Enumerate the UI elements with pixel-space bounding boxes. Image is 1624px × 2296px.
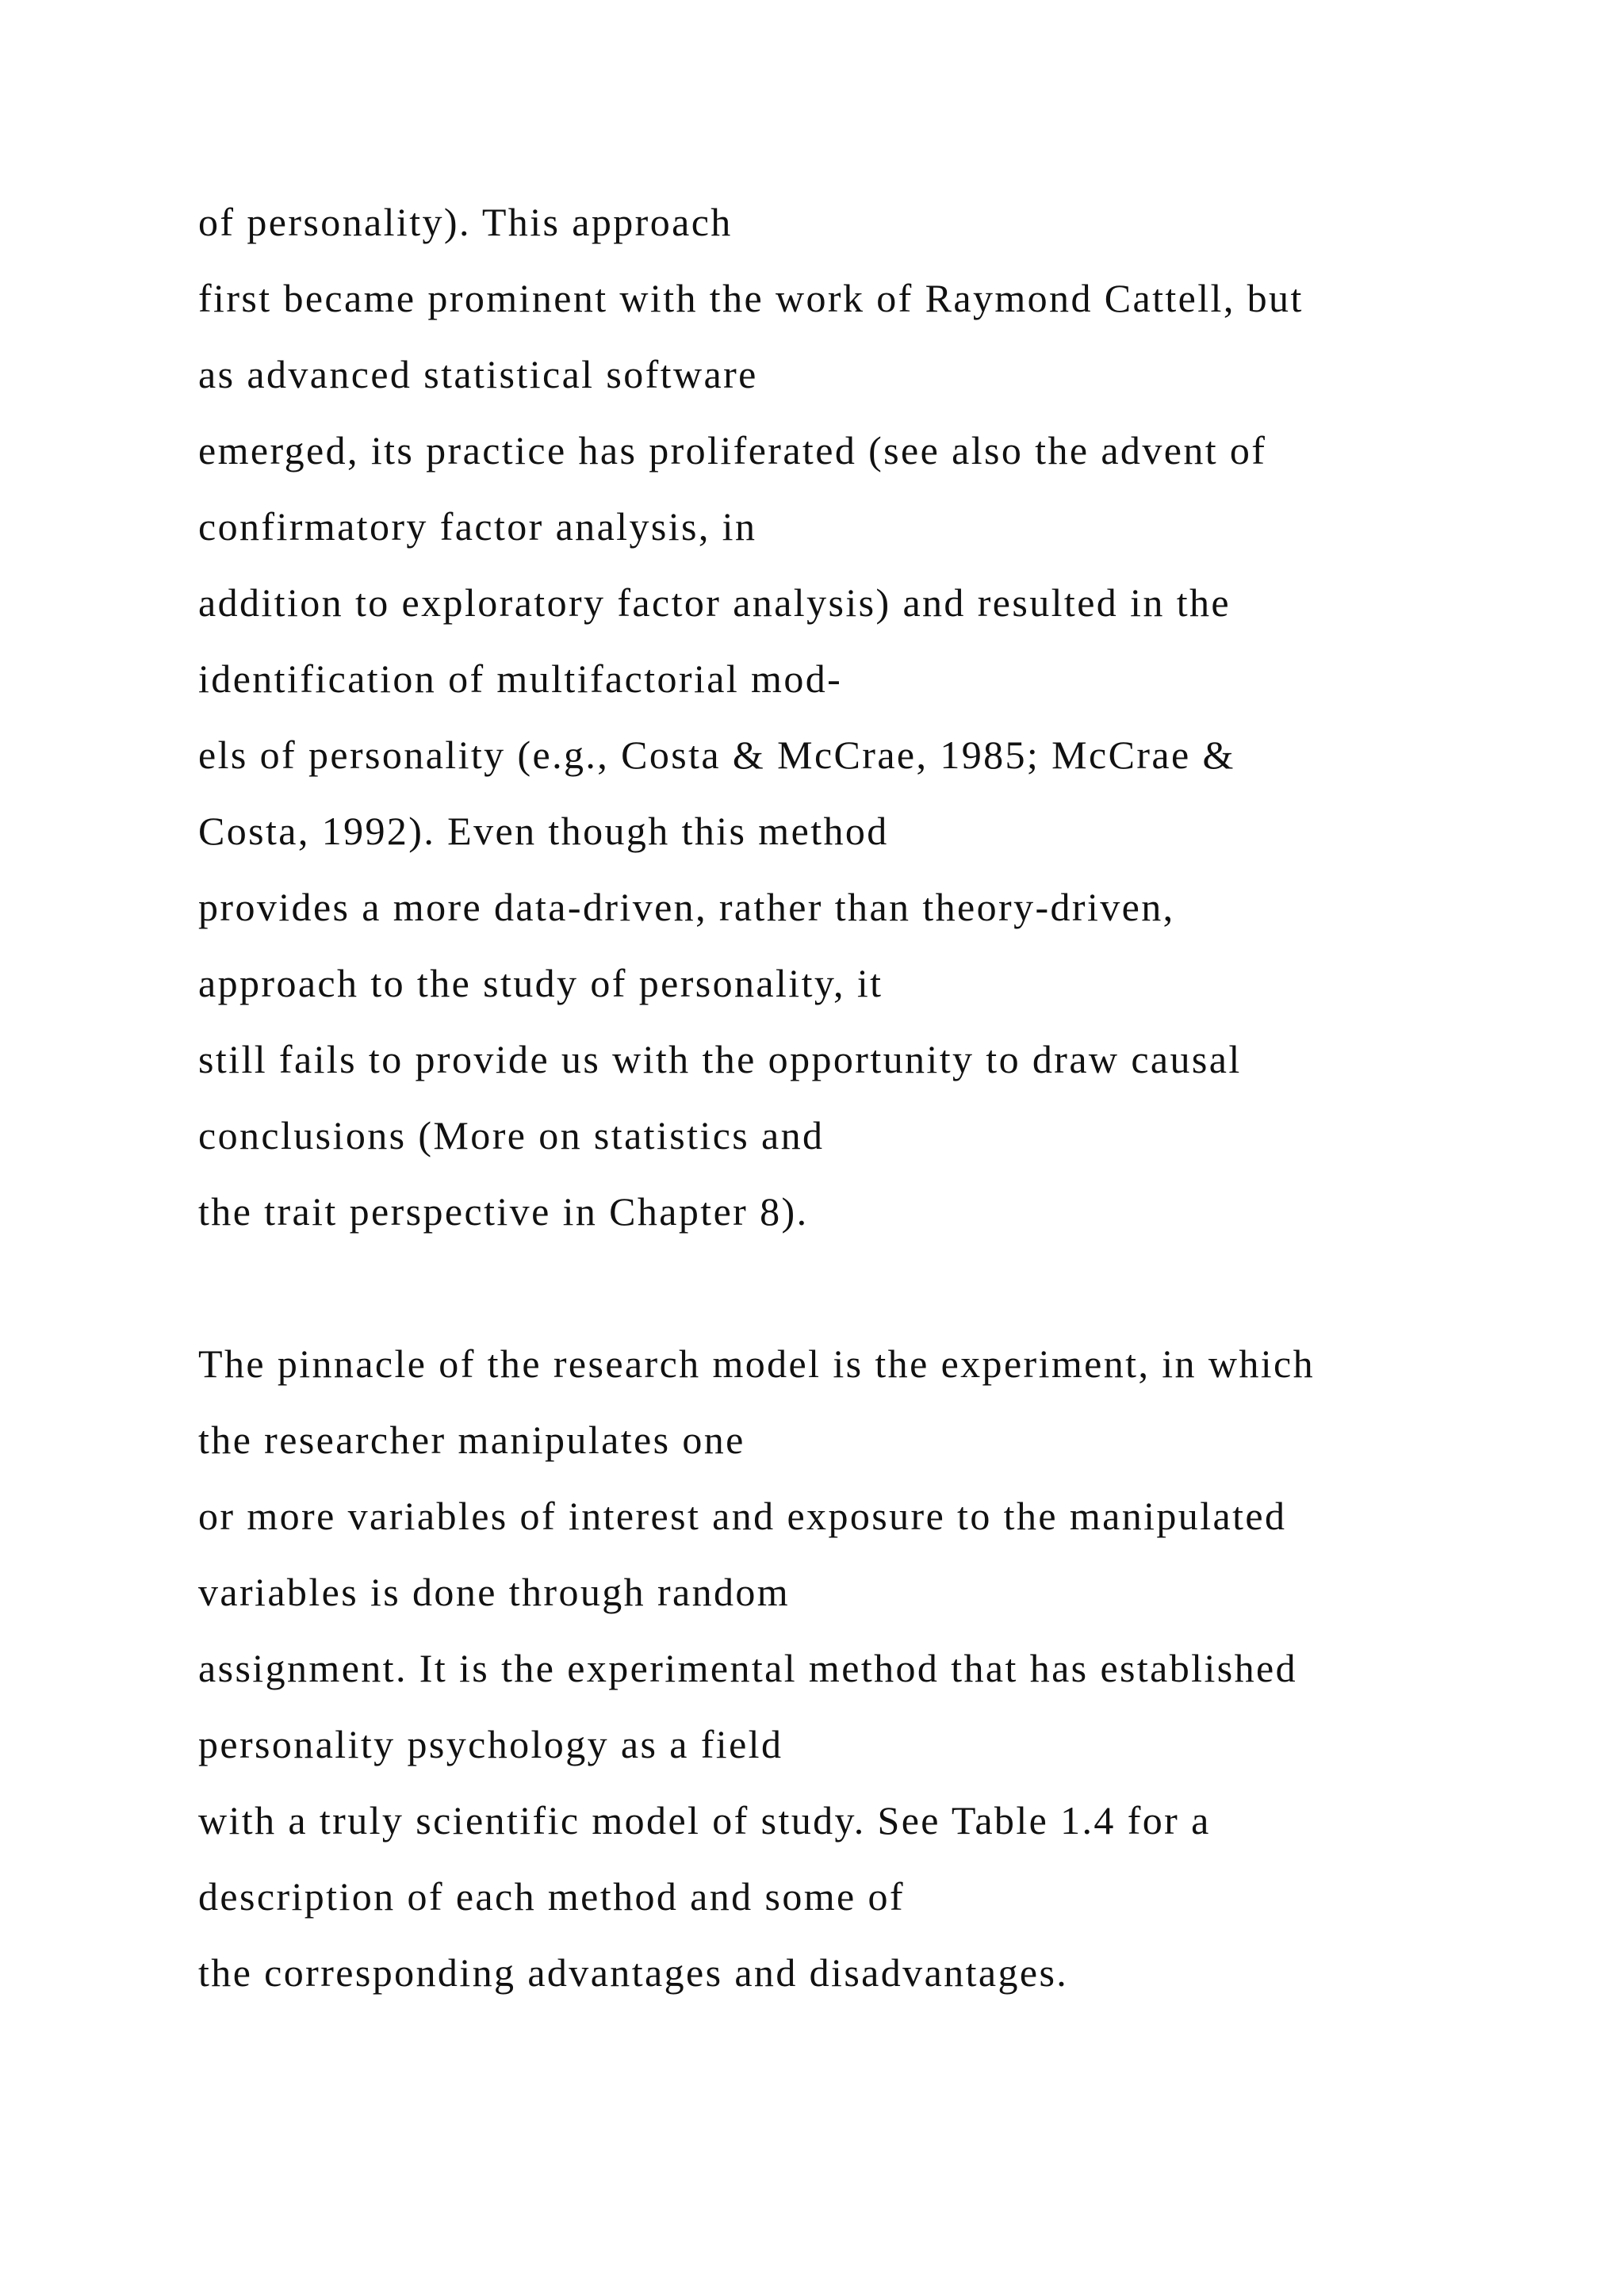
- text-line: personality psychology as a field: [198, 1722, 783, 1766]
- text-line: assignment. It is the experimental method that has established: [198, 1646, 1298, 1690]
- body-text: [198, 184, 1546, 2011]
- text-line: conclusions (More on statistics and: [198, 1113, 825, 1158]
- text-line: confirmatory factor analysis, in: [198, 504, 757, 549]
- text-line: els of personality (e.g., Costa & McCrae, 1985; McCrae &: [198, 733, 1235, 777]
- text-line: with a truly scientific model of study. See Table 1.4 for a: [198, 1798, 1211, 1843]
- paragraph-gap: [198, 1249, 1546, 1326]
- text-line: identification of multifactorial mod-: [198, 656, 843, 701]
- text-line: Costa, 1992). Even though this method: [198, 809, 889, 853]
- text-line: The pinnacle of the research model is the experiment, in which: [198, 1341, 1316, 1386]
- text-line: provides a more data-driven, rather than theory-driven,: [198, 885, 1175, 929]
- text-line: the researcher manipulates one: [198, 1418, 745, 1462]
- text-line: the trait perspective in Chapter 8).: [198, 1189, 809, 1234]
- text-line: still fails to provide us with the opportunity to draw causal: [198, 1037, 1242, 1081]
- text-line: or more variables of interest and exposure to the manipulated: [198, 1494, 1287, 1538]
- text-line: first became prominent with the work of Raymond Cattell, but: [198, 276, 1304, 320]
- text-line: emerged, its practice has proliferated (see also the advent of: [198, 428, 1267, 473]
- text-line: variables is done through random: [198, 1570, 791, 1614]
- text-line: the corresponding advantages and disadvantages.: [198, 1950, 1069, 1995]
- text-line: addition to exploratory factor analysis) and resulted in the: [198, 580, 1231, 625]
- text-line: description of each method and some of: [198, 1874, 905, 1919]
- text-line: approach to the study of personality, it: [198, 961, 883, 1005]
- paragraph-2: [198, 1326, 1546, 2011]
- text-line: of personality). This approach: [198, 200, 733, 244]
- text-line: as advanced statistical software: [198, 352, 758, 396]
- paragraph-1: [198, 184, 1546, 1249]
